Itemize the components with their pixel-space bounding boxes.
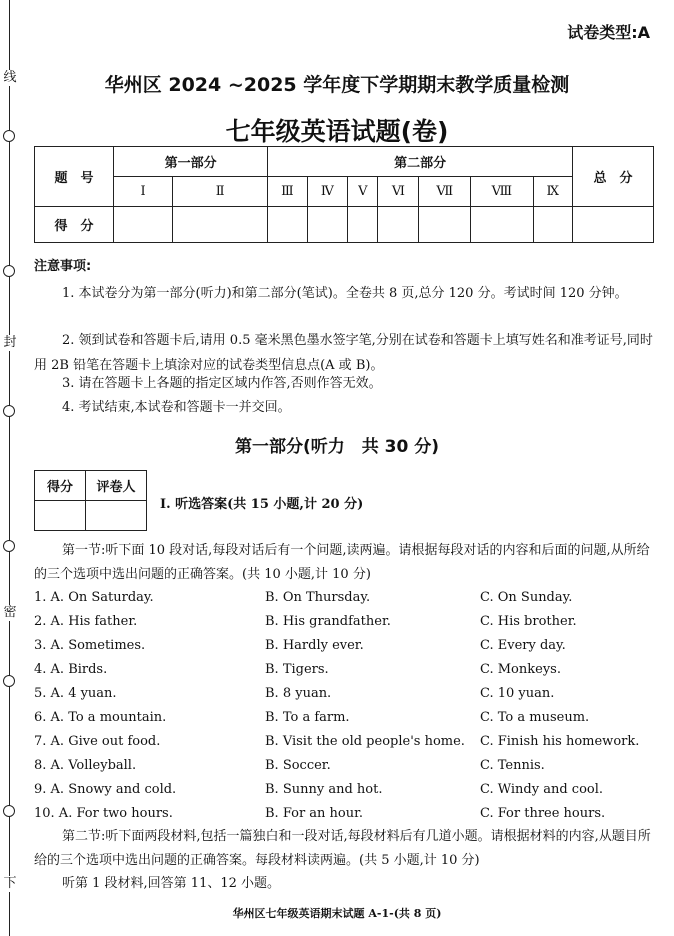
total-score-cell	[573, 207, 654, 243]
score-cell	[173, 207, 268, 243]
question-5-option-a: 5. A. 4 yuan.	[34, 686, 117, 701]
score-cell	[307, 207, 348, 243]
exam-subtitle: 七年级英语试题(卷)	[225, 117, 449, 146]
question-7-option-c: C. Finish his homework.	[480, 734, 640, 749]
binding-glyph: 封	[0, 335, 20, 351]
question-10-option-b: B. For an hour.	[265, 806, 364, 821]
grader-reviewer-label: 评卷人	[86, 471, 147, 501]
question-2-option-a: 2. A. His father.	[34, 614, 138, 629]
question-4-option-c: C. Monkeys.	[480, 662, 561, 677]
grader-reviewer-cell	[86, 501, 147, 531]
question-2-option-b: B. His grandfather.	[265, 614, 391, 629]
binding-glyph: 线	[0, 70, 20, 86]
part-heading: Ⅰ. 听选答案(共 15 小题,计 20 分)	[160, 497, 364, 512]
binding-hole	[3, 540, 15, 552]
question-8-option-c: C. Tennis.	[480, 758, 545, 773]
question-10-option-c: C. For three hours.	[480, 806, 606, 821]
question-6-option-b: B. To a farm.	[265, 710, 350, 725]
question-3-option-c: C. Every day.	[480, 638, 566, 653]
exam-title: 华州区 2024 ~2025 学年度下学期期末教学质量检测	[104, 74, 570, 96]
question-number-label: 题 号	[35, 147, 114, 207]
score-cell	[533, 207, 572, 243]
question-4-option-a: 4. A. Birds.	[34, 662, 108, 677]
numeral-cell: Ⅲ	[268, 177, 307, 207]
numeral-cell: Ⅸ	[533, 177, 572, 207]
material-instruction: 听第 1 段材料,回答第 11、12 小题。	[62, 876, 281, 891]
question-7-option-b: B. Visit the old people's home.	[265, 734, 465, 749]
binding-hole	[3, 805, 15, 817]
question-9-option-a: 9. A. Snowy and cold.	[34, 782, 177, 797]
grader-box	[34, 470, 147, 531]
numeral-cell: Ⅱ	[173, 177, 268, 207]
grader-score-label: 得分	[35, 471, 86, 501]
note-item: 3. 请在答题卡上各题的指定区域内作答,否则作答无效。	[62, 376, 382, 391]
question-10-option-a: 10. A. For two hours.	[34, 806, 173, 821]
binding-hole	[3, 405, 15, 417]
binding-hole	[3, 265, 15, 277]
question-9-option-c: C. Windy and cool.	[480, 782, 604, 797]
binding-glyph: 下	[0, 876, 20, 892]
question-1-option-a: 1. A. On Saturday.	[34, 590, 154, 605]
binding-hole	[3, 675, 15, 687]
score-cell	[114, 207, 173, 243]
question-8-option-a: 8. A. Volleyball.	[34, 758, 137, 773]
question-9-option-b: B. Sunny and hot.	[265, 782, 383, 797]
paper-type: 试卷类型:A	[567, 23, 650, 42]
score-cell	[419, 207, 471, 243]
question-1-option-c: C. On Sunday.	[480, 590, 573, 605]
total-header: 总 分	[573, 147, 654, 207]
question-2-option-c: C. His brother.	[480, 614, 577, 629]
question-5-option-c: C. 10 yuan.	[480, 686, 555, 701]
score-cell	[471, 207, 533, 243]
note-item: 2. 领到试卷和答题卡后,请用 0.5 毫米黑色墨水签字笔,分别在试卷和答题卡上填写姓名和准考证号,同时用 2B 铅笔在答题卡上填涂对应的试卷类型信息点(A 或 B)。	[34, 333, 653, 373]
numeral-cell: Ⅳ	[307, 177, 348, 207]
score-cell	[268, 207, 307, 243]
page-footer: 华州区七年级英语期末试题 A-1-(共 8 页)	[232, 907, 442, 920]
question-6-option-c: C. To a museum.	[480, 710, 590, 725]
question-8-option-b: B. Soccer.	[265, 758, 331, 773]
grader-score-cell	[35, 501, 86, 531]
section1-instructions: 第一节:听下面 10 段对话,每段对话后有一个问题,读两遍。请根据每段对话的内容和后面的问题,从所给的三个选项中选出问题的正确答案。(共 10 小题,计 10 分)	[34, 543, 650, 582]
question-7-option-a: 7. A. Give out food.	[34, 734, 161, 749]
notes-heading: 注意事项:	[34, 259, 92, 274]
score-cell	[348, 207, 378, 243]
numeral-cell: Ⅷ	[471, 177, 533, 207]
question-4-option-b: B. Tigers.	[265, 662, 329, 677]
question-1-option-b: B. On Thursday.	[265, 590, 371, 605]
numeral-cell: Ⅶ	[419, 177, 471, 207]
part2-header: 第二部分	[268, 147, 573, 177]
question-3-option-a: 3. A. Sometimes.	[34, 638, 146, 653]
section-title: 第一部分(听力 共 30 分)	[234, 437, 440, 457]
note-item: 1. 本试卷分为第一部分(听力)和第二部分(笔试)。全卷共 8 页,总分 120 分。考试时间 120 分钟。	[62, 286, 628, 301]
numeral-cell: Ⅰ	[114, 177, 173, 207]
score-label: 得 分	[35, 207, 114, 243]
numeral-cell: Ⅴ	[348, 177, 378, 207]
question-3-option-b: B. Hardly ever.	[265, 638, 364, 653]
score-table	[34, 146, 654, 243]
score-cell	[378, 207, 419, 243]
question-6-option-a: 6. A. To a mountain.	[34, 710, 167, 725]
numeral-cell: Ⅵ	[378, 177, 419, 207]
note-item: 4. 考试结束,本试卷和答题卡一并交回。	[62, 400, 291, 415]
section2-instructions: 第二节:听下面两段材料,包括一篇独白和一段对话,每段材料后有几道小题。请根据材料的内容,从题目所给的三个选项中选出问题的正确答案。每段材料读两遍。(共 5 小题,计 10 分)	[34, 829, 651, 868]
question-5-option-b: B. 8 yuan.	[265, 686, 332, 701]
part1-header: 第一部分	[114, 147, 268, 177]
binding-glyph: 密	[0, 605, 20, 621]
